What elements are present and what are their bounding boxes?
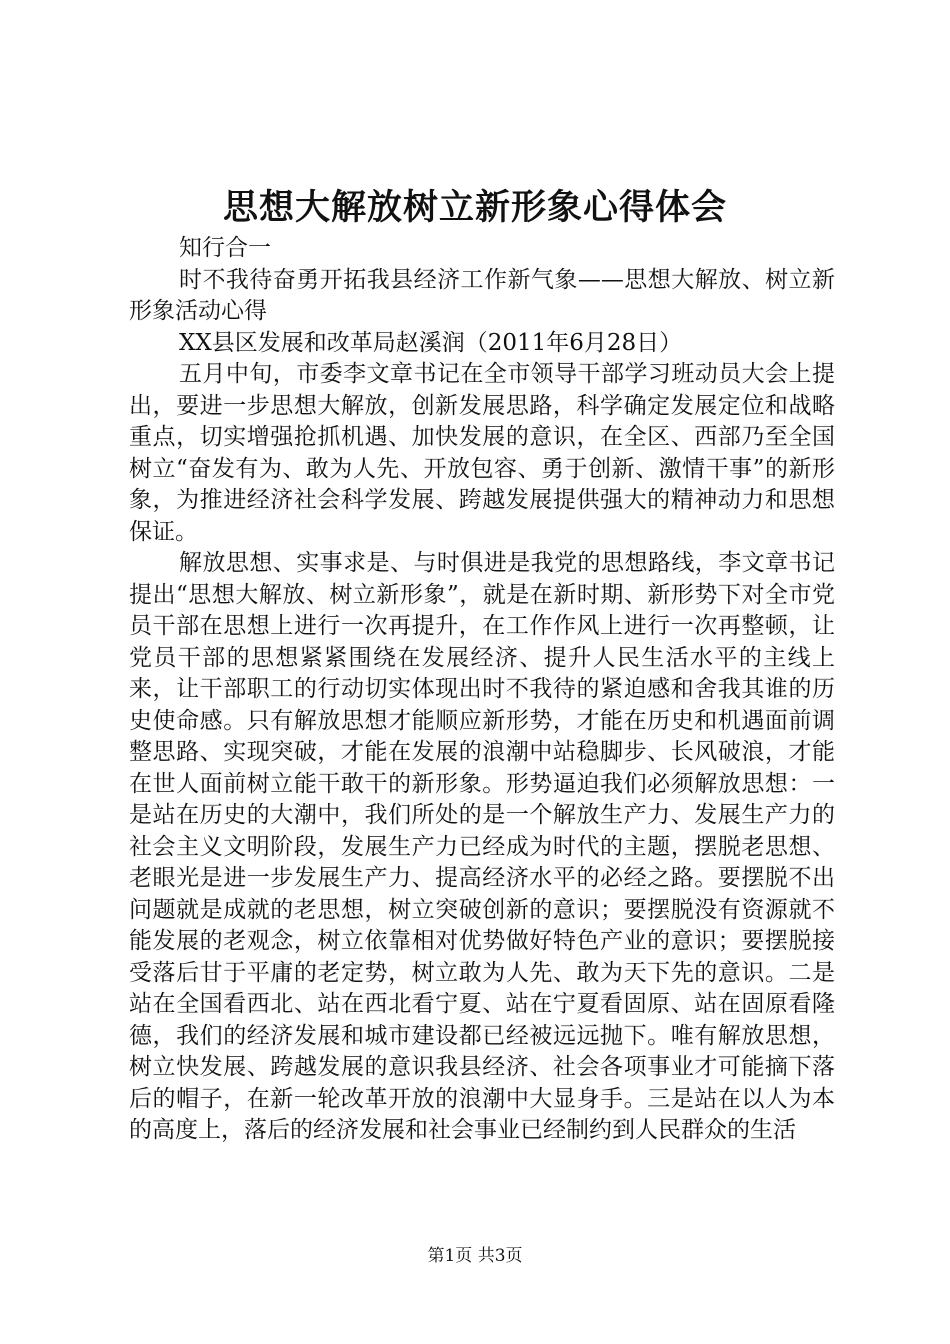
paragraph-author: XX县区发展和改革局赵溪润（2011年6月28日） — [179, 329, 683, 356]
paragraph-motto: 知行合一 — [179, 235, 271, 261]
document-title: 思想大解放树立新形象心得体会 — [222, 187, 727, 228]
paragraph-body-1: 五月中旬，市委李文章书记在全市领导干部学习班动员大会上提出，要进一步思想大解放，创新发展思路，科学确定发展定位和战略重点，切实增强抢抓机遇、加快发展的意识，在全区、西部乃至全国树立“奋发有为、敢为人先、开放包容、勇于创新、激情干事”的新形象，为推进经济社会科学发展、跨越发展提供强大的精神动力和思想保证。 — [129, 361, 835, 545]
page-footer: 第1页 共3页 — [427, 1246, 523, 1266]
paragraph-body-2: 解放思想、实事求是、与时俱进是我党的思想路线，李文章书记提出“思想大解放、树立新形象”，就是在新时期、新形势下对全市党员干部在思想上进行一次再提升，在工作作风上进行一次再整顿，让党员干部的思想紧紧围绕在发展经济、提升人民生活水平的主线上来，让干部职工的行动切实体现出时不我待的紧迫感和舍我其谁的历史使命感。只有解放思想才能顺应新形势，才能在历史和机遇面前调整思路、实现突破，才能在发展的浪潮中站稳脚步、长风破浪，才能在世人面前树立能干敢干的新形象。形势逼迫我们必须解放思想：一是站在历史的大潮中，我们所处的是一个解放生产力、发展生产力的社会主义文明阶段，发展生产力已经成为时代的主题，摆脱老思想、老眼光是进一步发展生产力、提高经济水平的必经之路。要摆脱不出问题就是成就的老思想，树立突破创新的意识；要摆脱没有资源就不能发展的老观念，树立依靠相对优势做好特色产业的意识；要摆脱接受落后甘于平庸的老定势，树立敢为人先、敢为天下先的意识。二是站在全国看西北、站在西北看宁夏、站在宁夏看固原、站在固原看隆德，我们的经济发展和城市建设都已经被远远抛下。唯有解放思想，树立快发展、跨越发展的意识我县经济、社会各项事业才可能摘下落后的帽子，在新一轮改革开放的浪潮中大显身手。三是站在以人为本的高度上，落后的经济发展和社会事业已经制约到人民群众的生活 — [129, 550, 835, 1143]
paragraph-subtitle: 时不我待奋勇开拓我县经济工作新气象——思想大解放、树立新形象活动心得 — [129, 266, 835, 324]
document-body — [129, 233, 835, 1147]
